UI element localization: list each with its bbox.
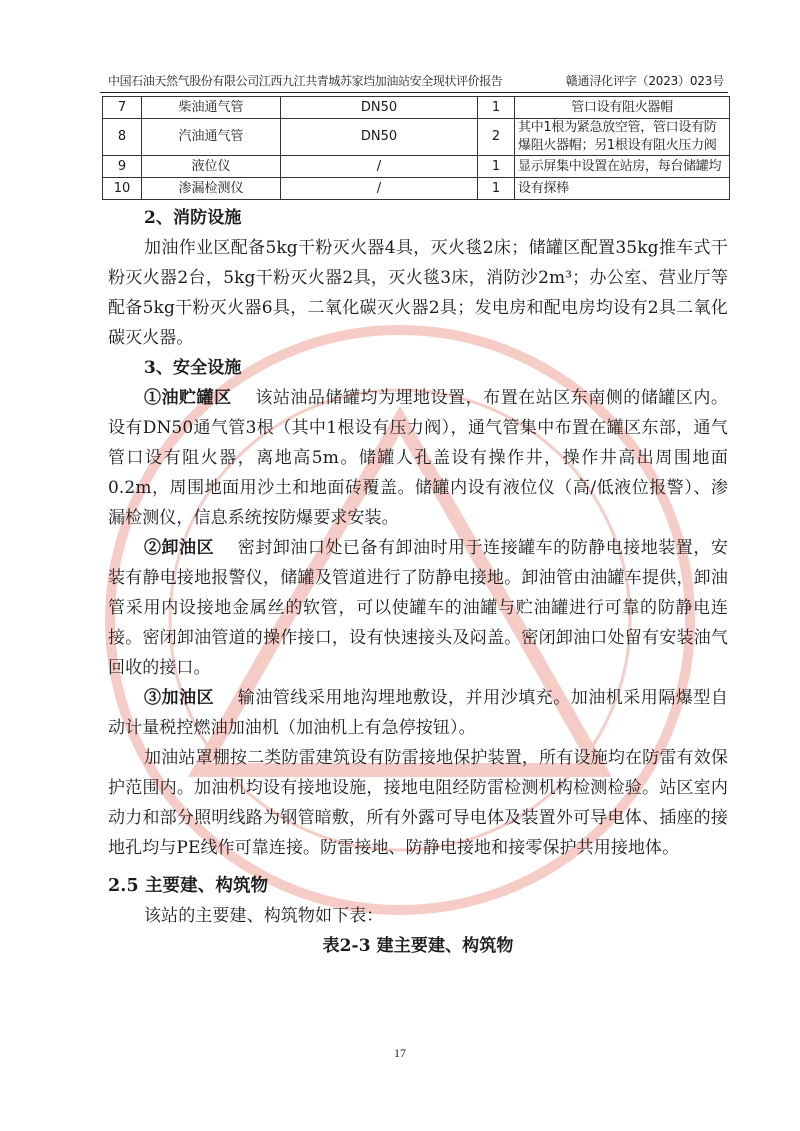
row-number: 10 <box>103 178 142 200</box>
item-qty: 1 <box>478 97 515 119</box>
table-row <box>103 156 730 178</box>
lightning-protection-paragraph: 加油站罩棚按二类防雷建筑设有防雷接地保护装置，所有设施均在防雷有效保护范围内。加油机均设有接地设施，接地电阻经防雷检测机构检测检验。站区室内动力和部分照明线路为钢管暗敷，所有外露可导电体及装置外可导电体、插座的接地孔均与PE线作可靠连接。防雷接地、防静电接地和接零保护共用接地体。 <box>108 748 728 858</box>
table-row <box>103 119 730 156</box>
item-note: 设有探棒 <box>515 178 730 200</box>
fueling-area-label: ③加油区 <box>144 688 215 708</box>
row-number: 8 <box>103 119 142 156</box>
unloading-area-label: ②卸油区 <box>144 538 215 558</box>
item-qty: 1 <box>478 156 515 178</box>
report-title: 中国石油天然气股份有限公司江西九江共青城苏家垱加油站安全现状评价报告 <box>108 74 503 88</box>
row-number: 9 <box>103 156 142 178</box>
item-spec: DN50 <box>281 119 478 156</box>
page-header <box>100 72 728 90</box>
item-name: 渗漏检测仪 <box>142 178 281 200</box>
body-text <box>108 203 728 961</box>
item-spec: / <box>281 178 478 200</box>
unloading-area-paragraph <box>108 533 728 683</box>
item-qty: 2 <box>478 119 515 156</box>
header-rule <box>100 92 728 93</box>
table-row <box>103 97 730 119</box>
item-spec: / <box>281 156 478 178</box>
fueling-area-text: 输油管线采用地沟埋地敷设，并用沙填充。加油机采用隔爆型自动计量税控燃油加油机（加油机上有急停按钮）。 <box>108 688 728 738</box>
item-qty: 1 <box>478 178 515 200</box>
fire-facilities-text: 加油作业区配备5kg干粉灭火器4具，灭火毯2床；储罐区配置35kg推车式干粉灭火器2台，5kg干粉灭火器2具，灭火毯3床，消防沙2m³；办公室、营业厅等配备5kg干粉灭火器6具，二氧化碳灭火器2具；发电房和配电房均设有2具二氧化碳灭火器。 <box>108 238 728 348</box>
item-name: 柴油通气管 <box>142 97 281 119</box>
item-name: 液位仪 <box>142 156 281 178</box>
tank-area-paragraph <box>108 383 728 533</box>
buildings-intro: 该站的主要建、构筑物如下表： <box>144 906 384 926</box>
fueling-area-paragraph <box>108 683 728 743</box>
row-number: 7 <box>103 97 142 119</box>
document-number: 赣通浔化评字（2023）023号 <box>565 74 724 88</box>
item-name: 汽油通气管 <box>142 119 281 156</box>
item-note: 管口设有阻火器帽 <box>515 97 730 119</box>
item-note: 显示屏集中设置在站房，每台储罐均 <box>515 156 730 178</box>
tank-area-text: 该站油品储罐均为埋地设置，布置在站区东南侧的储罐区内。设有DN50通气管3根（其中1根设有压力阀），通气管集中布置在罐区东部，通气管口设有阻火器，离地高5m。储罐人孔盖设有操作井，操作井高出周围地面0.2m，周围地面用沙土和地面砖覆盖。储罐内设有液位仪（高/低液位报警）、渗漏检测仪，信息系统按防爆要求安装。 <box>108 388 729 528</box>
section-heading-buildings: 2.5 主要建、构筑物 <box>108 876 269 896</box>
unloading-area-text: 密封卸油口处已备有卸油时用于连接罐车的防静电接地装置，安装有静电接地报警仪，储罐及管道进行了防静电接地。卸油管由油罐车提供，卸油管采用内设接地金属丝的软管，可以使罐车的油罐与贮油罐进行可靠的防静电连接。密闭卸油管道的操作接口，设有快速接头及闷盖。密闭卸油口处留有安装油气回收的接口。 <box>108 538 728 678</box>
tank-area-label: ①油贮罐区 <box>144 388 232 408</box>
equipment-table <box>102 96 730 200</box>
table-row <box>103 178 730 200</box>
item-note: 其中1根为紧急放空管，管口设有防爆阻火器帽；另1根设有阻火压力阀 <box>515 119 730 156</box>
item-spec: DN50 <box>281 97 478 119</box>
table-caption: 表2-3 建主要建、构筑物 <box>322 936 514 956</box>
section-heading-safety: 3、安全设施 <box>144 358 242 378</box>
fire-facilities-paragraph <box>108 233 728 353</box>
section-heading-fire: 2、消防设施 <box>144 208 242 228</box>
page-number: 17 <box>394 1046 406 1060</box>
